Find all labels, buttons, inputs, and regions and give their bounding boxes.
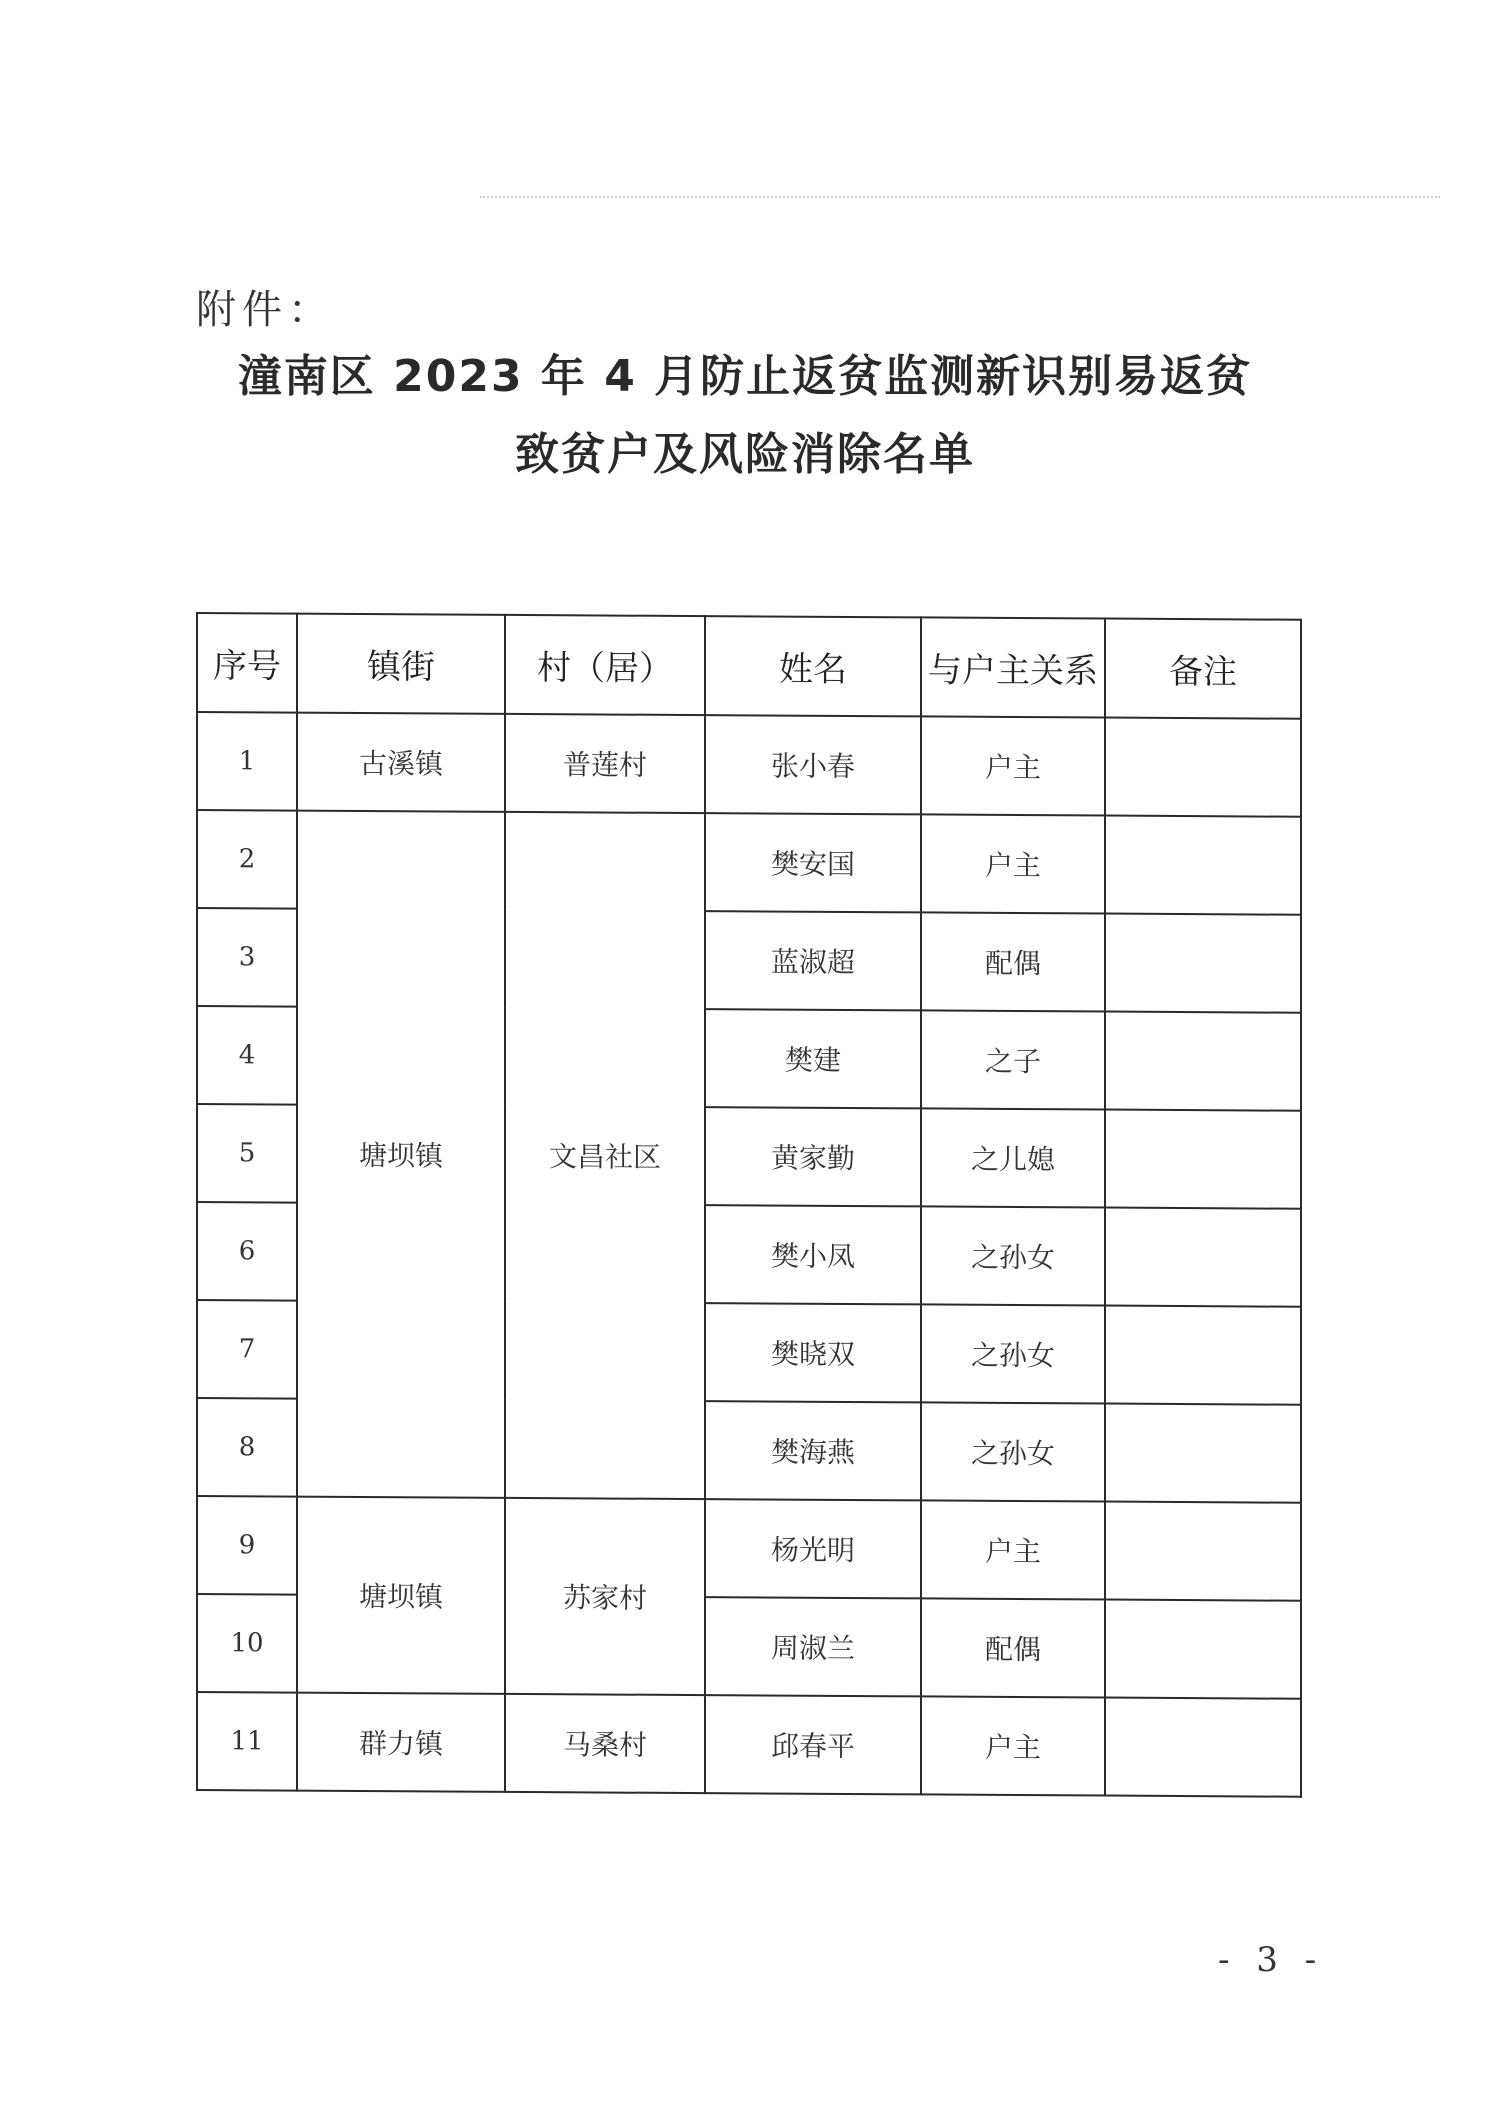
name-list-table: [196, 612, 1302, 1798]
name-cell: 樊安国: [705, 813, 921, 912]
name-cell: 樊建: [705, 1009, 921, 1108]
town-cell: 塘坝镇: [297, 811, 505, 1498]
note-cell: [1105, 914, 1301, 1013]
note-cell: [1105, 1698, 1301, 1797]
village-cell: 普莲村: [505, 714, 705, 813]
note-cell: [1105, 1110, 1301, 1209]
note-cell: [1105, 1600, 1301, 1699]
name-cell: 张小春: [705, 715, 921, 814]
table-row: [197, 1496, 1301, 1601]
document-title-line-1: 潼南区 2023 年 4 月防止返贫监测新识别易返贫: [237, 351, 1253, 402]
relation-cell: 之子: [921, 1010, 1105, 1109]
serial-cell: 8: [197, 1398, 297, 1497]
name-cell: 邱春平: [705, 1695, 921, 1794]
relation-cell: 配偶: [921, 912, 1105, 1011]
village-cell: 文昌社区: [505, 812, 705, 1499]
scan-artifact-line: [480, 196, 1440, 201]
serial-cell: 2: [197, 810, 297, 909]
relation-cell: 之孙女: [921, 1304, 1105, 1403]
relation-cell: 之孙女: [921, 1206, 1105, 1305]
town-cell: 古溪镇: [297, 713, 505, 812]
document-title-line-2: 致贫户及风险消除名单: [515, 429, 975, 480]
table-header-row: [197, 613, 1301, 719]
serial-cell: 1: [197, 712, 297, 811]
name-cell: 樊海燕: [705, 1401, 921, 1500]
header-serial: 序号: [197, 613, 297, 713]
note-cell: [1105, 816, 1301, 915]
serial-cell: 11: [197, 1692, 297, 1791]
name-list-table-container: [196, 612, 1300, 1798]
table-row: [197, 810, 1301, 915]
note-cell: [1105, 1208, 1301, 1307]
relation-cell: 之儿媳: [921, 1108, 1105, 1207]
town-cell: 塘坝镇: [297, 1497, 505, 1694]
note-cell: [1105, 1502, 1301, 1601]
note-cell: [1105, 1012, 1301, 1111]
header-relation: 与户主关系: [921, 617, 1105, 717]
village-cell: 马桑村: [505, 1694, 705, 1793]
relation-cell: 户主: [921, 814, 1105, 913]
serial-cell: 10: [197, 1594, 297, 1693]
village-cell: 苏家村: [505, 1498, 705, 1695]
name-cell: 樊小凤: [705, 1205, 921, 1304]
note-cell: [1105, 1404, 1301, 1503]
name-cell: 周淑兰: [705, 1597, 921, 1696]
note-cell: [1105, 718, 1301, 817]
relation-cell: 户主: [921, 1696, 1105, 1795]
page-number: - 3 -: [1218, 1940, 1325, 1980]
serial-cell: 4: [197, 1006, 297, 1105]
name-cell: 樊晓双: [705, 1303, 921, 1402]
serial-cell: 3: [197, 908, 297, 1007]
table-row: [197, 712, 1301, 817]
header-name: 姓名: [705, 616, 921, 716]
header-town: 镇街: [297, 614, 505, 714]
name-cell: 蓝淑超: [705, 911, 921, 1010]
town-cell: 群力镇: [297, 1693, 505, 1792]
note-cell: [1105, 1306, 1301, 1405]
relation-cell: 配偶: [921, 1598, 1105, 1697]
name-cell: 黄家勤: [705, 1107, 921, 1206]
header-note: 备注: [1105, 619, 1301, 719]
relation-cell: 户主: [921, 1500, 1105, 1599]
header-village: 村（居）: [505, 615, 705, 715]
table-row: [197, 1692, 1301, 1797]
attachment-label: 附件：: [196, 287, 334, 333]
relation-cell: 之孙女: [921, 1402, 1105, 1501]
serial-cell: 6: [197, 1202, 297, 1301]
name-cell: 杨光明: [705, 1499, 921, 1598]
relation-cell: 户主: [921, 716, 1105, 815]
serial-cell: 7: [197, 1300, 297, 1399]
serial-cell: 9: [197, 1496, 297, 1595]
serial-cell: 5: [197, 1104, 297, 1203]
